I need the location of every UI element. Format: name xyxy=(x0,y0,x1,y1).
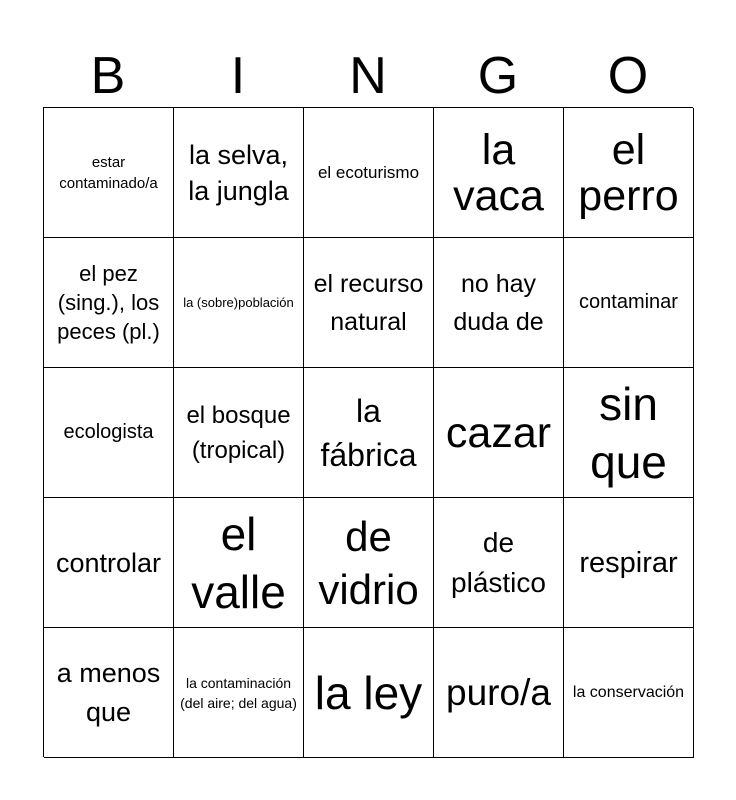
bingo-cell[interactable] xyxy=(174,498,304,628)
bingo-cell[interactable] xyxy=(434,498,564,628)
cell-text: la (sobre)población xyxy=(183,294,294,310)
bingo-cell[interactable] xyxy=(564,238,694,368)
cell-text: la vaca xyxy=(453,125,544,220)
cell-text: la selva, la jungla xyxy=(188,139,289,206)
header-letter-b: B xyxy=(90,47,126,105)
header-letter-g: G xyxy=(477,47,519,105)
bingo-header xyxy=(43,45,693,107)
bingo-cell[interactable] xyxy=(44,498,174,628)
cell-text: ecologista xyxy=(63,421,154,443)
cell-text: respirar xyxy=(579,546,678,579)
bingo-cell[interactable] xyxy=(174,238,304,368)
bingo-cell[interactable] xyxy=(304,368,434,498)
bingo-cell[interactable] xyxy=(174,108,304,238)
cell-text: sin que xyxy=(590,377,667,488)
header-letter-o: O xyxy=(607,47,649,105)
cell-text: de vidrio xyxy=(318,512,419,613)
cell-text: puro/a xyxy=(446,671,551,713)
bingo-cell[interactable] xyxy=(174,628,304,758)
bingo-cell[interactable] xyxy=(434,628,564,758)
cell-text: el ecoturismo xyxy=(317,162,420,182)
cell-text: la contaminación (del aire; del agua) xyxy=(180,674,297,711)
cell-text: estar contaminado/a xyxy=(59,153,158,192)
cell-text: de plástico xyxy=(451,526,546,598)
header-letter-n: N xyxy=(349,47,387,105)
bingo-cell[interactable] xyxy=(564,108,694,238)
cell-text: a menos que xyxy=(56,657,161,727)
bingo-cell[interactable] xyxy=(304,498,434,628)
bingo-cell[interactable] xyxy=(174,368,304,498)
cell-text: el recurso natural xyxy=(313,269,424,336)
cell-text: la fábrica xyxy=(320,392,417,473)
bingo-card xyxy=(43,107,693,757)
bingo-cell[interactable] xyxy=(44,628,174,758)
header-letter-i: I xyxy=(230,47,246,105)
bingo-cell[interactable] xyxy=(44,368,174,498)
cell-text: el bosque (tropical) xyxy=(186,401,291,464)
cell-text: controlar xyxy=(55,547,162,578)
cell-text: el perro xyxy=(578,125,679,220)
cell-text: cazar xyxy=(445,408,552,457)
bingo-cell[interactable] xyxy=(304,238,434,368)
bingo-cell[interactable] xyxy=(304,108,434,238)
bingo-cell[interactable] xyxy=(434,238,564,368)
cell-text: el valle xyxy=(191,507,286,618)
bingo-cell[interactable] xyxy=(564,628,694,758)
cell-text: contaminar xyxy=(579,291,678,313)
bingo-cell[interactable] xyxy=(434,368,564,498)
bingo-cell[interactable] xyxy=(564,368,694,498)
cell-text: la conservación xyxy=(572,683,685,701)
bingo-cell[interactable] xyxy=(304,628,434,758)
cell-text: la ley xyxy=(314,666,423,719)
cell-text: el pez (sing.), los peces (pl.) xyxy=(57,261,160,344)
bingo-cell[interactable] xyxy=(564,498,694,628)
bingo-cell[interactable] xyxy=(44,238,174,368)
bingo-cell[interactable] xyxy=(434,108,564,238)
cell-text: no hay duda de xyxy=(453,269,544,336)
bingo-cell[interactable] xyxy=(44,108,174,238)
